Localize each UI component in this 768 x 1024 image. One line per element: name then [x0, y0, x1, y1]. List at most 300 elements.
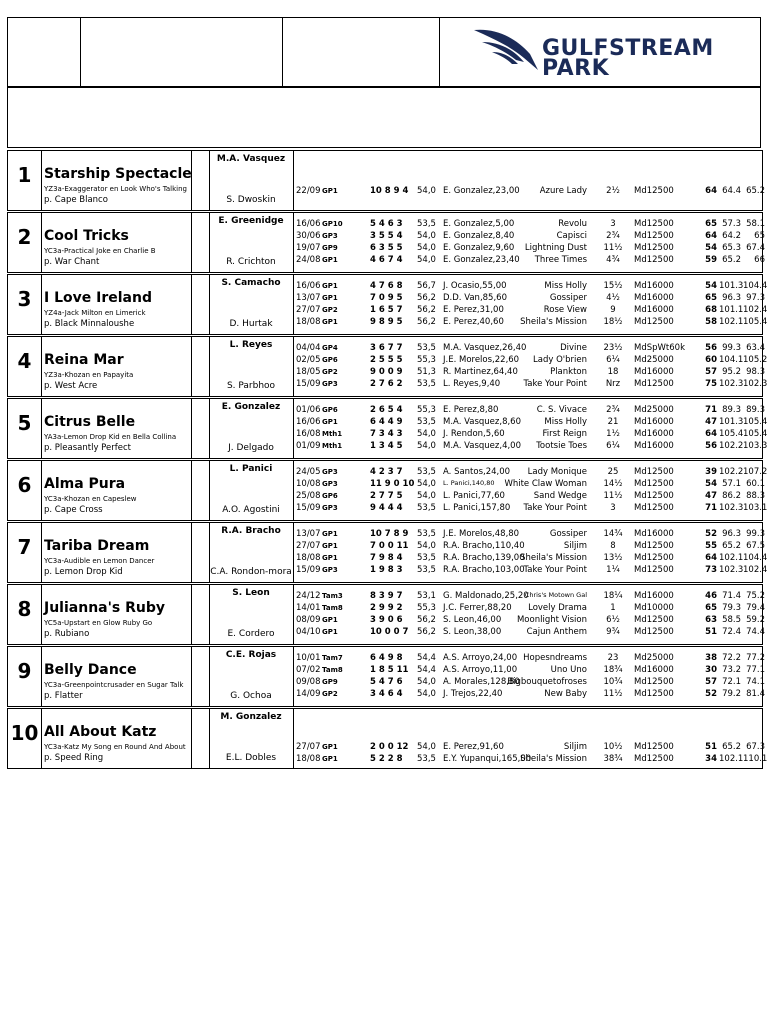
- race-date: 10/08: [296, 479, 321, 489]
- past-performance-row: [293, 405, 765, 417]
- fraction-b: 98.3: [746, 367, 765, 377]
- race-winner: Lovely Drama: [528, 603, 587, 613]
- past-performance-row: [293, 479, 765, 491]
- race-jockey-odds: L. Reyes,9,40: [443, 379, 501, 389]
- race-jockey-odds: L. Panici,77,60: [443, 491, 505, 501]
- weight: 54,0: [417, 441, 436, 451]
- past-performance-row: [293, 491, 765, 503]
- horse-info: [41, 461, 192, 520]
- running-positions: 10 0 0 7: [370, 627, 409, 637]
- race-track: Tam8: [322, 666, 343, 674]
- program-number: 3: [8, 275, 42, 334]
- past-performance-row: [293, 541, 765, 553]
- race-track: Tam8: [322, 604, 343, 612]
- connections: [209, 337, 294, 396]
- speed-figure: 30: [705, 665, 717, 675]
- race-winner: White Claw Woman: [504, 479, 587, 489]
- race-jockey-odds: S. Leon,38,00: [443, 627, 502, 637]
- beaten-lengths: 1: [610, 603, 616, 613]
- speed-figure: 57: [705, 367, 717, 377]
- race-winner: Cajun Anthem: [526, 627, 587, 637]
- horse-info: [41, 585, 192, 644]
- race-winner: Siljim: [563, 742, 587, 752]
- past-performance-row: [293, 219, 765, 231]
- speed-figure: 68: [705, 305, 717, 315]
- empty-cell: [191, 523, 210, 582]
- weight: 53,5: [417, 417, 436, 427]
- jockey-name: L. Reyes: [229, 340, 273, 350]
- horse-info: [41, 213, 192, 272]
- horse-info: [41, 399, 192, 458]
- beaten-lengths: 2¾: [606, 405, 620, 415]
- beaten-lengths: 6¼: [606, 355, 620, 365]
- race-class: Md12500: [634, 553, 674, 563]
- past-performance-row: [293, 379, 768, 391]
- past-performance-row: [293, 742, 765, 754]
- speed-figure: 52: [705, 689, 717, 699]
- fraction-a: 105.4: [719, 429, 744, 439]
- past-performance-row: [293, 653, 765, 665]
- race-track: GP1: [322, 187, 338, 195]
- race-winner: Take Your Point: [523, 565, 587, 575]
- weight: 55,3: [417, 405, 436, 415]
- horse-pedigree: YC3a-Practical Joke en Charlie B: [44, 247, 156, 255]
- horse-entry: [7, 584, 763, 645]
- program-number: 1: [8, 151, 42, 210]
- race-jockey-odds: G. Maldonado,25,20: [443, 591, 529, 601]
- horse-wing-icon: [472, 24, 542, 76]
- running-positions: 7 9 8 4: [370, 553, 403, 563]
- past-performance-row: [293, 603, 765, 615]
- weight: 56,7: [417, 281, 436, 291]
- running-positions: 8 3 9 7: [370, 591, 403, 601]
- race-jockey-odds: E. Gonzalez,23,40: [443, 255, 520, 265]
- race-winner: Siljim: [563, 541, 587, 551]
- past-performance-row: [293, 591, 765, 603]
- horse-pedigree: YC3a-Audible en Lemon Dancer: [44, 557, 155, 565]
- past-performance-row: [293, 615, 765, 627]
- race-date: 19/07: [296, 243, 321, 253]
- fraction-a: 102.1: [719, 754, 744, 764]
- fraction-b: 77.2: [746, 653, 765, 663]
- weight: 53,5: [417, 529, 436, 539]
- race-winner: Take Your Point: [523, 379, 587, 389]
- weight: 54,0: [417, 541, 436, 551]
- past-performances: [293, 399, 768, 458]
- past-performance-row: [293, 317, 768, 329]
- past-performance-row: [293, 529, 765, 541]
- race-class: Md12500: [634, 615, 674, 625]
- trainer-name: E.L. Dobles: [225, 753, 277, 763]
- race-winner: Capisci: [556, 231, 587, 241]
- horse-sire: p. Cape Cross: [44, 505, 103, 515]
- running-positions: 2 7 7 5: [370, 491, 403, 501]
- speed-figure: 47: [705, 491, 717, 501]
- trainer-name: E. Cordero: [227, 629, 275, 639]
- running-positions: 4 6 7 4: [370, 255, 403, 265]
- jockey-name: R.A. Bracho: [221, 526, 281, 536]
- race-jockey-odds: M.A. Vasquez,8,60: [443, 417, 521, 427]
- connections: [209, 461, 294, 520]
- race-track: GP3: [322, 504, 338, 512]
- horse-entry: [7, 398, 768, 459]
- race-track: GP1: [322, 282, 338, 290]
- running-positions: 10 7 8 9: [370, 529, 409, 539]
- past-performance-row: [293, 186, 765, 198]
- empty-cell: [191, 709, 210, 768]
- race-winner: Miss Holly: [544, 281, 587, 291]
- beaten-lengths: Nrz: [605, 379, 621, 389]
- speed-figure: 54: [705, 479, 717, 489]
- fraction-b: 67.3: [746, 742, 765, 752]
- speed-figure: 59: [705, 255, 717, 265]
- jockey-name: M. Gonzalez: [220, 712, 282, 722]
- running-positions: 5 4 7 6: [370, 677, 403, 687]
- horse-sire: p. Black Minnaloushe: [44, 319, 135, 329]
- fraction-b: 75.2: [746, 591, 765, 601]
- jockey-name: S. Camacho: [221, 278, 281, 288]
- race-class: Md12500: [634, 479, 674, 489]
- fraction-b: 99.3: [746, 529, 765, 539]
- program-number: 2: [8, 213, 42, 272]
- running-positions: 3 9 0 6: [370, 615, 403, 625]
- race-winner: Sand Wedge: [533, 491, 587, 501]
- race-date: 07/02: [296, 665, 321, 675]
- weight: 54,0: [417, 255, 436, 265]
- horse-sire: p. West Acre: [44, 381, 98, 391]
- race-date: 15/09: [296, 565, 321, 575]
- speed-figure: 54: [705, 281, 717, 291]
- race-date: 15/09: [296, 503, 321, 513]
- race-winner: Tootsie Toes: [536, 441, 587, 451]
- fraction-a: 65.3: [722, 243, 741, 253]
- race-winner: Take Your Point: [523, 503, 587, 513]
- weight: 55,3: [417, 603, 436, 613]
- race-date: 08/09: [296, 615, 321, 625]
- horse-info: [41, 523, 192, 582]
- speed-figure: 75: [705, 379, 717, 389]
- speed-figure: 54: [705, 243, 717, 253]
- race-date: 27/07: [296, 541, 321, 551]
- weight: 53,5: [417, 219, 436, 229]
- jockey-name: L. Panici: [229, 464, 273, 474]
- race-track: GP1: [322, 755, 338, 763]
- race-track: GP9: [322, 244, 338, 252]
- fraction-b: 66: [754, 255, 765, 265]
- race-class: Md16000: [634, 529, 674, 539]
- past-performance-row: [293, 565, 768, 577]
- past-performance-row: [293, 243, 765, 255]
- race-track: GP1: [322, 628, 338, 636]
- race-winner: Lady O'brien: [533, 355, 587, 365]
- past-performance-row: [293, 677, 765, 689]
- fraction-b: 63.4: [746, 343, 765, 353]
- weight: 55,3: [417, 355, 436, 365]
- horse-pedigree: YZ4a-Jack Milton en Limerick: [44, 309, 146, 317]
- speed-figure: 64: [705, 231, 717, 241]
- running-positions: 6 4 4 9: [370, 417, 403, 427]
- fraction-b: 79.4: [746, 603, 765, 613]
- running-positions: 4 7 6 8: [370, 281, 403, 291]
- weight: 56,2: [417, 615, 436, 625]
- race-class: Md10000: [634, 603, 674, 613]
- fraction-a: 96.3: [722, 529, 741, 539]
- race-class: Md16000: [634, 281, 674, 291]
- program-number: 4: [8, 337, 42, 396]
- race-jockey-odds: E. Gonzalez,9,60: [443, 243, 515, 253]
- race-date: 13/07: [296, 529, 321, 539]
- race-jockey-odds: M.A. Vasquez,4,00: [443, 441, 521, 451]
- race-date: 10/01: [296, 653, 321, 663]
- jockey-name: E. Gonzalez: [221, 402, 281, 412]
- race-winner: Lady Monique: [527, 467, 587, 477]
- fraction-b: 105.2: [743, 355, 768, 365]
- race-jockey-odds: J.C. Ferrer,88,20: [443, 603, 512, 613]
- weight: 54,4: [417, 665, 436, 675]
- race-class: Md16000: [634, 305, 674, 315]
- running-positions: 7 3 4 3: [370, 429, 403, 439]
- beaten-lengths: 23: [607, 653, 619, 663]
- horse-name: Reina Mar: [44, 352, 124, 368]
- past-performance-row: [293, 255, 765, 267]
- weight: 53,1: [417, 591, 436, 601]
- race-winner: Sheila's Mission: [520, 317, 587, 327]
- weight: 53,5: [417, 553, 436, 563]
- race-track: GP2: [322, 306, 338, 314]
- running-positions: 9 8 9 5: [370, 317, 403, 327]
- weight: 53,5: [417, 503, 436, 513]
- running-positions: 1 8 5 11: [370, 665, 409, 675]
- speed-figure: 39: [705, 467, 717, 477]
- race-jockey-odds: S. Leon,46,00: [443, 615, 502, 625]
- fraction-a: 71.4: [722, 591, 741, 601]
- fraction-b: 103.1: [743, 503, 768, 513]
- race-track: GP1: [322, 418, 338, 426]
- race-date: 24/12: [296, 591, 321, 601]
- speed-figure: 63: [705, 615, 717, 625]
- running-positions: 5 2 2 8: [370, 754, 403, 764]
- horse-entry: [7, 460, 768, 521]
- past-performances: [293, 647, 765, 706]
- empty-cell: [191, 213, 210, 272]
- fraction-a: 95.2: [722, 367, 741, 377]
- race-class: Md25000: [634, 653, 674, 663]
- race-winner: New Baby: [544, 689, 587, 699]
- jockey-name: S. Leon: [232, 588, 270, 598]
- fraction-a: 57.1: [722, 479, 741, 489]
- empty-cell: [191, 585, 210, 644]
- empty-cell: [191, 399, 210, 458]
- horse-pedigree: YA3a-Lemon Drop Kid en Bella Collina: [44, 433, 177, 441]
- fraction-a: 102.1: [719, 553, 744, 563]
- running-positions: 1 9 8 3: [370, 565, 403, 575]
- race-class: Md12500: [634, 379, 674, 389]
- past-performance-row: [293, 305, 768, 317]
- horse-entry: [7, 646, 763, 707]
- weight: 54,0: [417, 491, 436, 501]
- fraction-b: 67.4: [746, 243, 765, 253]
- beaten-lengths: 18¼: [603, 591, 623, 601]
- beaten-lengths: 18½: [603, 317, 623, 327]
- beaten-lengths: 10½: [603, 742, 623, 752]
- race-jockey-odds: J. Ocasio,55,00: [443, 281, 507, 291]
- race-class: Md16000: [634, 665, 674, 675]
- fraction-a: 102.3: [719, 565, 744, 575]
- fraction-a: 101.3: [719, 281, 744, 291]
- fraction-b: 102.4: [743, 305, 768, 315]
- fraction-b: 74.4: [746, 627, 765, 637]
- beaten-lengths: 9¾: [606, 627, 620, 637]
- race-class: Md12500: [634, 186, 674, 196]
- fraction-a: 79.3: [722, 603, 741, 613]
- running-positions: 1 3 4 5: [370, 441, 403, 451]
- race-jockey-odds: R.A. Bracho,139,00: [443, 553, 525, 563]
- race-track: Mth1: [322, 442, 343, 450]
- horse-name: Citrus Belle: [44, 414, 136, 430]
- weight: 54,0: [417, 677, 436, 687]
- race-winner: Rose View: [543, 305, 587, 315]
- beaten-lengths: 6½: [606, 615, 620, 625]
- race-winner: Gossiper: [549, 293, 587, 303]
- race-jockey-odds: J.E. Morelos,48,80: [443, 529, 520, 539]
- race-date: 18/08: [296, 317, 321, 327]
- race-class: Md16000: [634, 417, 674, 427]
- running-positions: 2 0 0 12: [370, 742, 409, 752]
- race-jockey-odds: E.Y. Yupanqui,165,00: [443, 754, 532, 764]
- program-number: 5: [8, 399, 42, 458]
- trainer-name: A.O. Agostini: [222, 505, 280, 515]
- fraction-b: 107.2: [743, 467, 768, 477]
- race-track: GP3: [322, 468, 338, 476]
- speed-figure: 47: [705, 417, 717, 427]
- race-track: Tam7: [322, 654, 343, 662]
- race-date: 04/04: [296, 343, 321, 353]
- past-performance-row: [293, 417, 768, 429]
- connections: [209, 647, 294, 706]
- fraction-a: 102.2: [719, 467, 744, 477]
- trainer-name: S. Parbhoo: [226, 381, 276, 391]
- race-winner: C. S. Vivace: [536, 405, 587, 415]
- horse-entry: [7, 212, 763, 273]
- fraction-a: 101.1: [719, 305, 744, 315]
- horse-sire: p. Speed Ring: [44, 753, 104, 763]
- beaten-lengths: 4½: [606, 293, 620, 303]
- race-jockey-odds: A. Morales,128,80: [443, 677, 520, 687]
- horse-info: [41, 151, 192, 210]
- running-positions: 2 6 5 4: [370, 405, 403, 415]
- fraction-b: 105.4: [743, 417, 768, 427]
- race-class: Md12500: [634, 491, 674, 501]
- fraction-a: 104.1: [719, 355, 744, 365]
- past-performances: [293, 213, 765, 272]
- fraction-a: 72.4: [722, 627, 741, 637]
- race-track: GP3: [322, 232, 338, 240]
- race-date: 02/05: [296, 355, 321, 365]
- speed-figure: 34: [705, 754, 717, 764]
- race-jockey-odds: E. Perez,8,80: [443, 405, 499, 415]
- race-class: Md16000: [634, 591, 674, 601]
- beaten-lengths: 3: [610, 219, 616, 229]
- race-class: Md12500: [634, 317, 674, 327]
- fraction-a: 102.3: [719, 379, 744, 389]
- trainer-name: C.A. Rondon-mora: [210, 567, 292, 577]
- empty-cell: [191, 647, 210, 706]
- fraction-b: 77.1: [746, 665, 765, 675]
- race-winner: Sheila's Mission: [520, 754, 587, 764]
- running-positions: 11 9 0 10: [370, 479, 415, 489]
- race-winner: Lightning Dust: [524, 243, 587, 253]
- running-positions: 7 0 9 5: [370, 293, 403, 303]
- trainer-name: G. Ochoa: [230, 691, 272, 701]
- race-track: GP4: [322, 344, 338, 352]
- race-date: 16/06: [296, 281, 321, 291]
- horse-pedigree: YZ3a-Exaggerator en Look Who's Talking: [44, 185, 187, 193]
- race-track: Mth1: [322, 430, 343, 438]
- past-performance-row: [293, 343, 765, 355]
- weight: 53,5: [417, 467, 436, 477]
- beaten-lengths: 4¾: [606, 255, 620, 265]
- fraction-b: 110.1: [743, 754, 768, 764]
- race-class: Md16000: [634, 429, 674, 439]
- fraction-b: 97.3: [746, 293, 765, 303]
- race-track: GP1: [322, 616, 338, 624]
- race-date: 16/06: [296, 219, 321, 229]
- race-jockey-odds: L. Panici,157,80: [443, 503, 511, 513]
- running-positions: 3 5 5 4: [370, 231, 403, 241]
- horse-sire: p. Cape Blanco: [44, 195, 108, 205]
- fraction-b: 65: [754, 231, 765, 241]
- race-winner: Hopesndreams: [523, 653, 587, 663]
- jockey-name: E. Greenidge: [218, 216, 284, 226]
- past-performance-row: [293, 665, 765, 677]
- race-class: Md12500: [634, 231, 674, 241]
- horse-pedigree: YC3a-Katz My Song en Round And About: [44, 743, 186, 751]
- race-date: 24/05: [296, 467, 321, 477]
- speed-figure: 64: [705, 429, 717, 439]
- speed-figure: 58: [705, 317, 717, 327]
- horse-name: Cool Tricks: [44, 228, 129, 244]
- race-track: GP1: [322, 318, 338, 326]
- race-jockey-odds: A. Santos,24,00: [443, 467, 511, 477]
- race-winner: Plankton: [550, 367, 587, 377]
- beaten-lengths: 3: [610, 503, 616, 513]
- horse-entry: [7, 274, 768, 335]
- horse-entry: [7, 336, 768, 397]
- race-date: 24/08: [296, 255, 321, 265]
- fraction-a: 57.3: [722, 219, 741, 229]
- horse-name: All About Katz: [44, 724, 157, 740]
- weight: 51,3: [417, 367, 436, 377]
- race-jockey-odds: A.S. Arroyo,11,00: [443, 665, 518, 675]
- race-track: GP1: [322, 294, 338, 302]
- race-date: 18/05: [296, 367, 321, 377]
- race-class: Md12500: [634, 742, 674, 752]
- weight: 54,4: [417, 653, 436, 663]
- fraction-b: 58.1: [746, 219, 765, 229]
- past-performance-row: [293, 503, 768, 515]
- running-positions: 9 4 4 4: [370, 503, 403, 513]
- race-date: 09/08: [296, 677, 321, 687]
- fraction-a: 65.2: [722, 255, 741, 265]
- connections: [209, 213, 294, 272]
- running-positions: 4 2 3 7: [370, 467, 403, 477]
- fraction-b: 104.4: [743, 553, 768, 563]
- fraction-b: 105.4: [743, 317, 768, 327]
- empty-cell: [191, 151, 210, 210]
- connections: [209, 399, 294, 458]
- horse-sire: p. Pleasantly Perfect: [44, 443, 131, 453]
- fraction-a: 72.2: [722, 653, 741, 663]
